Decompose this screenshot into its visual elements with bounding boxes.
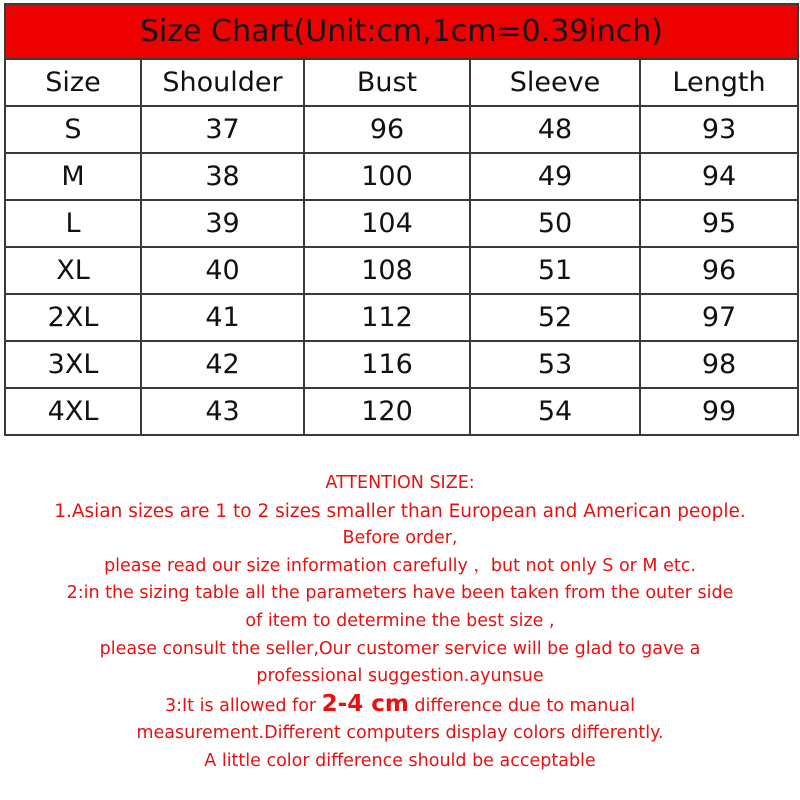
header-length: Length <box>640 59 798 106</box>
cell-size: L <box>5 200 141 247</box>
note-line: of item to determine the best size , <box>245 610 555 631</box>
note-line: professional suggestion.ayunsue <box>256 666 544 687</box>
size-chart-table <box>4 3 799 436</box>
table-row <box>5 247 798 294</box>
cell-sleeve: 50 <box>470 200 640 247</box>
cell-shoulder: 38 <box>141 153 304 200</box>
header-sleeve: Sleeve <box>470 59 640 106</box>
cell-bust: 96 <box>304 106 470 153</box>
cell-length: 95 <box>640 200 798 247</box>
cell-bust: 108 <box>304 247 470 294</box>
table-row <box>5 388 798 435</box>
header-row <box>5 59 798 106</box>
note-line: please read our size information carefully ，but not only S or M etc. <box>104 555 696 576</box>
note-line: Before order, <box>342 528 458 549</box>
tolerance-prefix: 3:It is allowed for <box>164 695 322 716</box>
cell-size: S <box>5 106 141 153</box>
cell-sleeve: 52 <box>470 294 640 341</box>
cell-shoulder: 39 <box>141 200 304 247</box>
note-line: 1.Asian sizes are 1 to 2 sizes smaller than European and American people. <box>54 500 746 522</box>
cell-shoulder: 41 <box>141 294 304 341</box>
cell-size: XL <box>5 247 141 294</box>
header-bust: Bust <box>304 59 470 106</box>
header-size: Size <box>5 59 141 106</box>
cell-length: 98 <box>640 341 798 388</box>
table-row <box>5 200 798 247</box>
cell-size: 3XL <box>5 341 141 388</box>
table-row <box>5 106 798 153</box>
cell-length: 97 <box>640 294 798 341</box>
cell-bust: 116 <box>304 341 470 388</box>
attention-notes <box>0 470 800 776</box>
cell-bust: 120 <box>304 388 470 435</box>
cell-shoulder: 37 <box>141 106 304 153</box>
note-line: A little color difference should be acceptable <box>204 750 596 771</box>
cell-length: 99 <box>640 388 798 435</box>
tolerance-suffix: difference due to manual <box>408 695 636 716</box>
cell-size: 2XL <box>5 294 141 341</box>
cell-sleeve: 49 <box>470 153 640 200</box>
title-row <box>5 4 798 59</box>
table-row <box>5 153 798 200</box>
table-row <box>5 341 798 388</box>
cell-bust: 104 <box>304 200 470 247</box>
cell-length: 93 <box>640 106 798 153</box>
cell-bust: 112 <box>304 294 470 341</box>
cell-sleeve: 53 <box>470 341 640 388</box>
table-row <box>5 294 798 341</box>
cell-bust: 100 <box>304 153 470 200</box>
header-shoulder: Shoulder <box>141 59 304 106</box>
cell-sleeve: 51 <box>470 247 640 294</box>
attention-heading: ATTENTION SIZE: <box>325 473 475 493</box>
cell-size: M <box>5 153 141 200</box>
note-line: measurement.Different computers display colors differently. <box>136 723 664 744</box>
tolerance-value: 2-4 cm <box>321 690 409 717</box>
cell-shoulder: 40 <box>141 247 304 294</box>
note-line: 2:in the sizing table all the parameters have been taken from the outer side <box>66 583 734 604</box>
cell-size: 4XL <box>5 388 141 435</box>
cell-sleeve: 48 <box>470 106 640 153</box>
cell-length: 94 <box>640 153 798 200</box>
cell-shoulder: 42 <box>141 341 304 388</box>
chart-title: Size Chart(Unit:cm,1cm=0.39inch) <box>5 4 798 59</box>
cell-length: 96 <box>640 247 798 294</box>
note-line: please consult the seller,Our customer service will be glad to gave a <box>99 638 701 659</box>
cell-sleeve: 54 <box>470 388 640 435</box>
cell-shoulder: 43 <box>141 388 304 435</box>
note-line-tolerance <box>0 691 800 721</box>
